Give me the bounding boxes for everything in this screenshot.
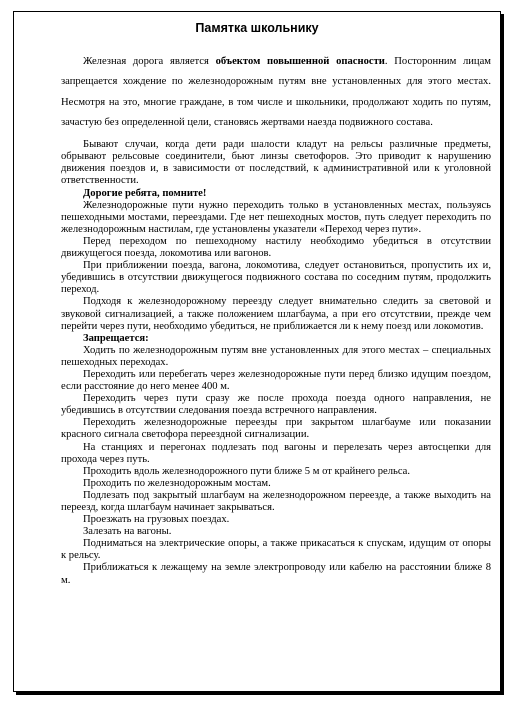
document-title: Памятка школьнику — [195, 21, 319, 35]
forbidden-item: На станциях и перегонах подлезать под вагоны и перелезать через автосцепки для прохода через путь. — [61, 441, 491, 465]
forbidden-item: Проезжать на грузовых поездах. — [83, 514, 230, 526]
intro-bold-phrase: объектом повышенной опасности — [215, 56, 385, 67]
forbidden-item: Подниматься на электрические опоры, а также прикасаться к спускам, идущим от опоры к рельсу. — [61, 538, 491, 562]
memo-page — [13, 11, 501, 692]
forbidden-item: Ходить по железнодорожным путям вне установленных для этого местах – специальных пешеходных переходах. — [61, 344, 491, 368]
intro-text-start: Железная дорога является — [83, 56, 216, 67]
forbidden-item: Проходить вдоль железнодорожного пути ближе 5 м от крайнего рельса. — [83, 465, 411, 477]
remember-heading: Дорогие ребята, помните! — [83, 187, 207, 199]
remember-item: Железнодорожные пути нужно переходить только в установленных местах, пользуясь пешеходными мостами, переездами. Где нет пешеходных мостов, путь следует переходить по железнодорожным настилам, где установлены указатели «Переход через пути». — [61, 199, 491, 235]
forbidden-heading: Запрещается: — [83, 332, 149, 344]
forbidden-item: Приближаться к лежащему на земле электропроводу или кабелю на расстоянии ближе 8 м. — [61, 562, 491, 586]
remember-item: При приближении поезда, вагона, локомотива, следует остановиться, пропустить их и, убедившись в отсутствии движущегося подвижного состава по соседним путям, продолжить переход. — [61, 260, 491, 296]
forbidden-item: Переходить железнодорожные переезды при закрытом шлагбауме или показании красного сигнала светофора переездной сигнализации. — [61, 417, 491, 441]
forbidden-item: Подлезать под закрытый шлагбаум на железнодорожном переезде, а также выходить на переезд, когда шлагбаум начинает закрываться. — [61, 489, 491, 513]
intro-paragraph — [61, 52, 491, 133]
remember-item: Подходя к железнодорожному переезду следует внимательно следить за световой и звуковой сигнализацией, а также положением шлагбаума, а при его отсутствии, прежде чем перейти через пути, необходимо убедиться, не приближается ли к нему поезд или локомотив. — [61, 296, 491, 332]
document-body — [61, 52, 491, 587]
forbidden-item: Проходить по железнодорожным мостам. — [83, 477, 271, 489]
pranks-paragraph: Бывают случаи, когда дети ради шалости кладут на рельсы различные предметы, обрывают рельсовые соединители, бьют линзы светофоров. Это приводит к нарушению движения поездов и, в зависимости от последствий, к административной или к уголовной ответственности. — [61, 139, 491, 187]
intro-text-end: . Посторонним лицам запрещается хождение по железнодорожным путям вне установленных для этого местах. Несмотря на это, многие граждане, в том числе и школьники, продолжают ходить по путям, зачастую без определенной цели, становясь жертвами наезда подвижного состава. — [61, 56, 492, 128]
remember-item: Перед переходом по пешеходному настилу необходимо убедиться в отсутствии движущегося поезда, локомотива или вагонов. — [61, 235, 491, 260]
forbidden-item: Залезать на вагоны. — [83, 526, 172, 538]
forbidden-item: Переходить или перебегать через железнодорожные пути перед близко идущим поездом, если расстояние до него менее 400 м. — [61, 368, 491, 393]
forbidden-item: Переходить через пути сразу же после прохода поезда одного направления, не убедившись в отсутствии следования поезда встречного направления. — [61, 393, 491, 417]
